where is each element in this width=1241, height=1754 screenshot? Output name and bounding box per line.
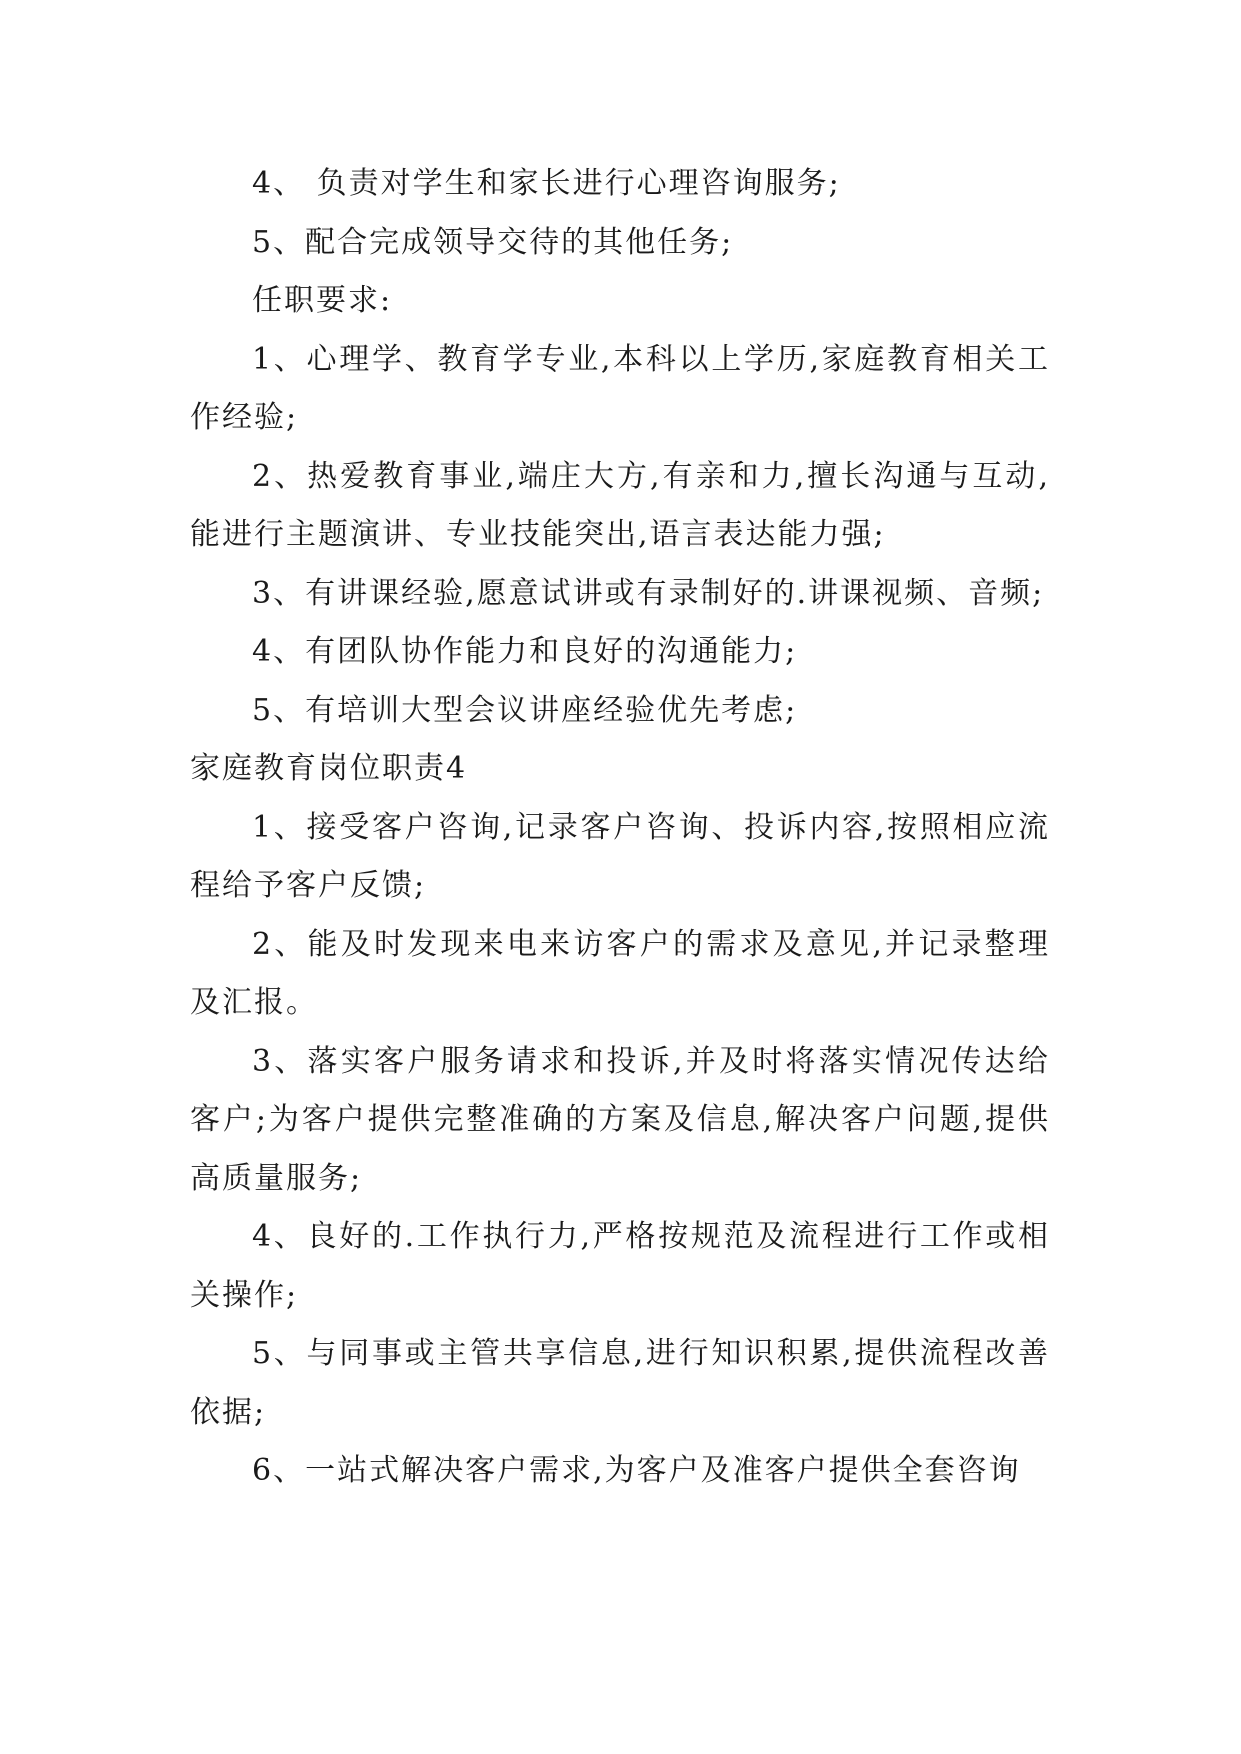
- paragraph: 2、热爱教育事业,端庄大方,有亲和力,擅长沟通与互动,能进行主题演讲、专业技能突出,语言表达能力强;: [190, 458, 1050, 552]
- paragraph: 2、能及时发现来电来访客户的需求及意见,并记录整理及汇报。: [190, 926, 1050, 1020]
- paragraph: 3、落实客户服务请求和投诉,并及时将落实情况传达给客户;为客户提供完整准确的方案及信息,解决客户问题,提供高质量服务;: [190, 1043, 1050, 1196]
- paragraph: 6、一站式解决客户需求,为客户及准客户提供全套咨询: [252, 1453, 1021, 1488]
- section-heading: 家庭教育岗位职责4: [190, 751, 468, 786]
- paragraph: 1、接受客户咨询,记录客户咨询、投诉内容,按照相应流程给予客户反馈;: [190, 809, 1050, 903]
- paragraph: 5、配合完成领导交待的其他任务;: [252, 224, 734, 260]
- document-body: [190, 155, 1050, 1501]
- paragraph: 4、良好的.工作执行力,严格按规范及流程进行工作或相关操作;: [190, 1219, 1050, 1313]
- paragraph: 4、 负责对学生和家长进行心理咨询服务;: [252, 166, 841, 201]
- paragraph: 1、心理学、教育学专业,本科以上学历,家庭教育相关工作经验;: [190, 341, 1050, 435]
- paragraph: 5、与同事或主管共享信息,进行知识积累,提供流程改善依据;: [190, 1336, 1050, 1430]
- section-label: 任职要求:: [252, 283, 393, 318]
- paragraph: 3、有讲课经验,愿意试讲或有录制好的.讲课视频、音频;: [252, 575, 1045, 611]
- paragraph: 5、有培训大型会议讲座经验优先考虑;: [252, 692, 798, 728]
- paragraph: 4、有团队协作能力和良好的沟通能力;: [252, 634, 798, 669]
